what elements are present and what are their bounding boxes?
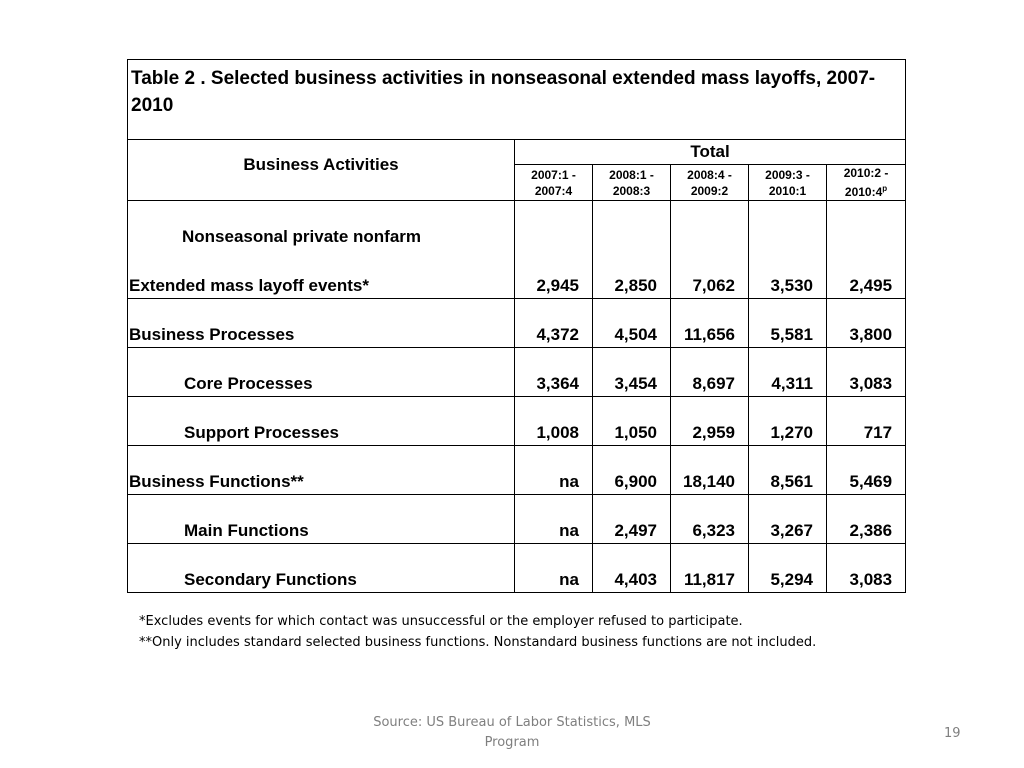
period-start: 2008:4 -	[687, 167, 732, 182]
table-cell: 3,267	[749, 495, 827, 544]
table-cell: 8,561	[749, 446, 827, 495]
table-cell: 5,581	[749, 299, 827, 348]
table-cell: 4,504	[593, 299, 671, 348]
table-cell: na	[515, 446, 593, 495]
table-cell: 2,945	[515, 201, 593, 299]
period-end-text: 2008:3	[612, 183, 651, 198]
table-cell: 3,083	[827, 544, 906, 593]
table-cell: 2,386	[827, 495, 906, 544]
source-line-1: Source: US Bureau of Labor Statistics, MLS	[373, 715, 651, 730]
source-line-2: Program	[484, 735, 540, 750]
row-label: Business Processes	[128, 299, 515, 348]
table-cell: 6,900	[593, 446, 671, 495]
table-row	[128, 201, 906, 299]
row-label-text: Extended mass layoff events*	[129, 276, 369, 295]
table-body	[128, 201, 906, 593]
table-row	[128, 299, 906, 348]
layoffs-table	[127, 59, 906, 593]
table-cell: 717	[827, 397, 906, 446]
table-title: Table 2 . Selected business activities in nonseasonal extended mass layoffs, 2007-2010	[128, 60, 906, 140]
table-cell: 2,850	[593, 201, 671, 299]
row-label: Secondary Functions	[128, 544, 515, 593]
footnote-standard-functions: **Only includes standard selected business functions. Nonstandard business functions are not included.	[139, 635, 817, 650]
footnotes	[139, 611, 816, 653]
table-cell: 8,697	[671, 348, 749, 397]
layoffs-table-container	[127, 59, 905, 593]
row-header-business-activities	[128, 140, 515, 201]
table-cell: 4,311	[749, 348, 827, 397]
table-cell: 11,817	[671, 544, 749, 593]
source-citation	[362, 713, 662, 753]
period-end	[593, 183, 670, 199]
row-label: Business Functions**	[128, 446, 515, 495]
table-cell: 2,495	[827, 201, 906, 299]
period-header-5	[827, 165, 906, 201]
period-start: 2008:1 -	[609, 167, 654, 182]
table-cell: 1,270	[749, 397, 827, 446]
row-label-extended-mass-layoff-events	[128, 201, 515, 299]
table-row	[128, 495, 906, 544]
footnote-excludes: *Excludes events for which contact was unsuccessful or the employer refused to participate.	[139, 614, 743, 629]
row-label: Support Processes	[128, 397, 515, 446]
table-cell: 11,656	[671, 299, 749, 348]
table-cell: 5,469	[827, 446, 906, 495]
row-header-label: Business Activities	[243, 155, 399, 174]
table-cell: 3,083	[827, 348, 906, 397]
row-label: Core Processes	[128, 348, 515, 397]
table-cell: 4,372	[515, 299, 593, 348]
group-header-total: Total	[515, 140, 906, 165]
table-cell: 1,050	[593, 397, 671, 446]
table-cell: 3,454	[593, 348, 671, 397]
period-start: 2010:2 -	[843, 166, 889, 180]
row-label: Main Functions	[128, 495, 515, 544]
period-header-3	[671, 165, 749, 201]
period-end	[827, 181, 905, 200]
table-cell: 7,062	[671, 201, 749, 299]
table-cell: 2,959	[671, 397, 749, 446]
table-cell: 3,800	[827, 299, 906, 348]
table-cell: 5,294	[749, 544, 827, 593]
table-cell: 3,530	[749, 201, 827, 299]
table-cell: 3,364	[515, 348, 593, 397]
period-end	[749, 183, 826, 199]
table-row	[128, 544, 906, 593]
table-row	[128, 348, 906, 397]
table-cell: 1,008	[515, 397, 593, 446]
period-header-1	[515, 165, 593, 201]
table-row	[128, 397, 906, 446]
table-cell: 6,323	[671, 495, 749, 544]
table-row	[128, 446, 906, 495]
period-end-text: 2007:4	[534, 183, 573, 198]
period-end-text: 2010:1	[768, 183, 807, 198]
period-end	[671, 183, 748, 199]
period-header-2	[593, 165, 671, 201]
table-cell: 18,140	[671, 446, 749, 495]
table-cell: na	[515, 544, 593, 593]
table-cell: na	[515, 495, 593, 544]
period-end	[515, 183, 592, 199]
period-start: 2007:1 -	[531, 167, 576, 182]
page-number: 19	[944, 726, 961, 741]
period-start: 2009:3 -	[765, 167, 810, 182]
preliminary-marker: p	[882, 184, 888, 193]
period-header-4	[749, 165, 827, 201]
period-end-text: 2009:2	[690, 183, 729, 198]
table-cell: 4,403	[593, 544, 671, 593]
row-label-nonseasonal-private-nonfarm: Nonseasonal private nonfarm	[182, 227, 422, 246]
period-end-text: 2010:4	[844, 185, 883, 199]
table-cell: 2,497	[593, 495, 671, 544]
